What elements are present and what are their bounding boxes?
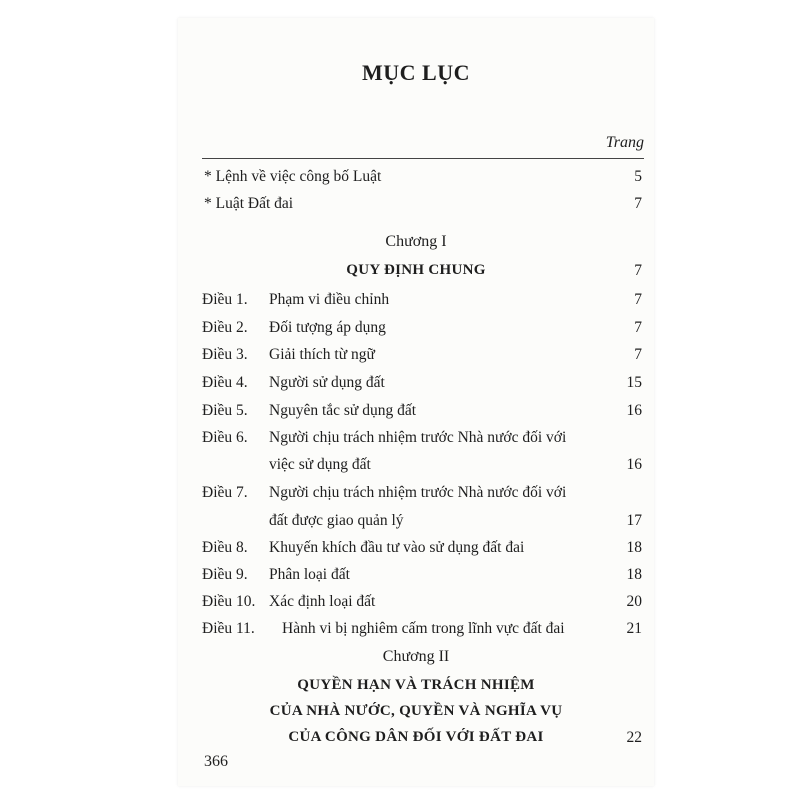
chapter-1-page: 7 bbox=[634, 262, 642, 279]
article-number: Điều 3. bbox=[202, 346, 248, 363]
book-page-number: 366 bbox=[204, 753, 228, 770]
article-title-line1: Người chịu trách nhiệm trước Nhà nước đối với bbox=[269, 484, 567, 501]
article-page: 16 bbox=[626, 456, 642, 473]
toc-entry-decree-page: 5 bbox=[634, 168, 642, 185]
toc-title: MỤC LỤC bbox=[362, 60, 470, 85]
article-number: Điều 4. bbox=[202, 374, 248, 391]
toc-entry-land-law: * Luật Đất đai bbox=[204, 195, 294, 212]
article-title: Xác định loại đất bbox=[269, 593, 376, 610]
article-title-line2: đất được giao quản lý bbox=[269, 512, 404, 529]
toc-entry-land-law-page: 7 bbox=[634, 195, 642, 212]
article-page: 21 bbox=[626, 620, 642, 637]
article-title: Phạm vi điều chỉnh bbox=[269, 291, 390, 308]
chapter-1-label: Chương I bbox=[385, 233, 447, 250]
chapter-2-label: Chương II bbox=[382, 648, 450, 665]
chapter-1-title: QUY ĐỊNH CHUNG bbox=[346, 262, 486, 278]
article-title: Phân loại đất bbox=[269, 566, 350, 583]
book-page bbox=[178, 18, 654, 786]
article-title: Khuyến khích đầu tư vào sử dụng đất đai bbox=[269, 539, 525, 556]
article-number: Điều 10. bbox=[202, 593, 256, 610]
article-title: Người sử dụng đất bbox=[269, 374, 385, 391]
article-number: Điều 8. bbox=[202, 539, 248, 556]
toc-entry-decree: * Lệnh về việc công bố Luật bbox=[204, 168, 382, 185]
article-title: Đối tượng áp dụng bbox=[269, 319, 386, 336]
article-page: 18 bbox=[626, 539, 642, 556]
article-page: 18 bbox=[626, 566, 642, 583]
article-number: Điều 2. bbox=[202, 319, 248, 336]
header-divider bbox=[202, 158, 644, 159]
article-page: 7 bbox=[634, 319, 642, 336]
page-column-header: Trang bbox=[605, 134, 644, 151]
chapter-2-page: 22 bbox=[626, 729, 642, 746]
article-title: Hành vi bị nghiêm cấm trong lĩnh vực đất đai bbox=[282, 620, 565, 637]
article-title-line1: Người chịu trách nhiệm trước Nhà nước đối với bbox=[269, 429, 567, 446]
article-number: Điều 7. bbox=[202, 484, 248, 501]
article-page: 15 bbox=[626, 374, 642, 391]
chapter-2-title-line2: CỦA NHÀ NƯỚC, QUYỀN VÀ NGHĨA VỤ bbox=[269, 703, 563, 719]
article-title-line2: việc sử dụng đất bbox=[269, 456, 371, 473]
article-number: Điều 5. bbox=[202, 402, 248, 419]
article-number: Điều 6. bbox=[202, 429, 248, 446]
article-number: Điều 11. bbox=[202, 620, 255, 637]
article-page: 7 bbox=[634, 346, 642, 363]
article-number: Điều 9. bbox=[202, 566, 248, 583]
article-page: 20 bbox=[626, 593, 642, 610]
chapter-2-title-line3: CỦA CÔNG DÂN ĐỐI VỚI ĐẤT ĐAI bbox=[288, 729, 544, 745]
article-page: 16 bbox=[626, 402, 642, 419]
article-number: Điều 1. bbox=[202, 291, 248, 308]
chapter-2-title-line1: QUYỀN HẠN VÀ TRÁCH NHIỆM bbox=[297, 677, 535, 693]
article-page: 17 bbox=[626, 512, 642, 529]
article-title: Giải thích từ ngữ bbox=[269, 346, 375, 363]
article-title: Nguyên tắc sử dụng đất bbox=[269, 402, 417, 419]
article-page: 7 bbox=[634, 291, 642, 308]
